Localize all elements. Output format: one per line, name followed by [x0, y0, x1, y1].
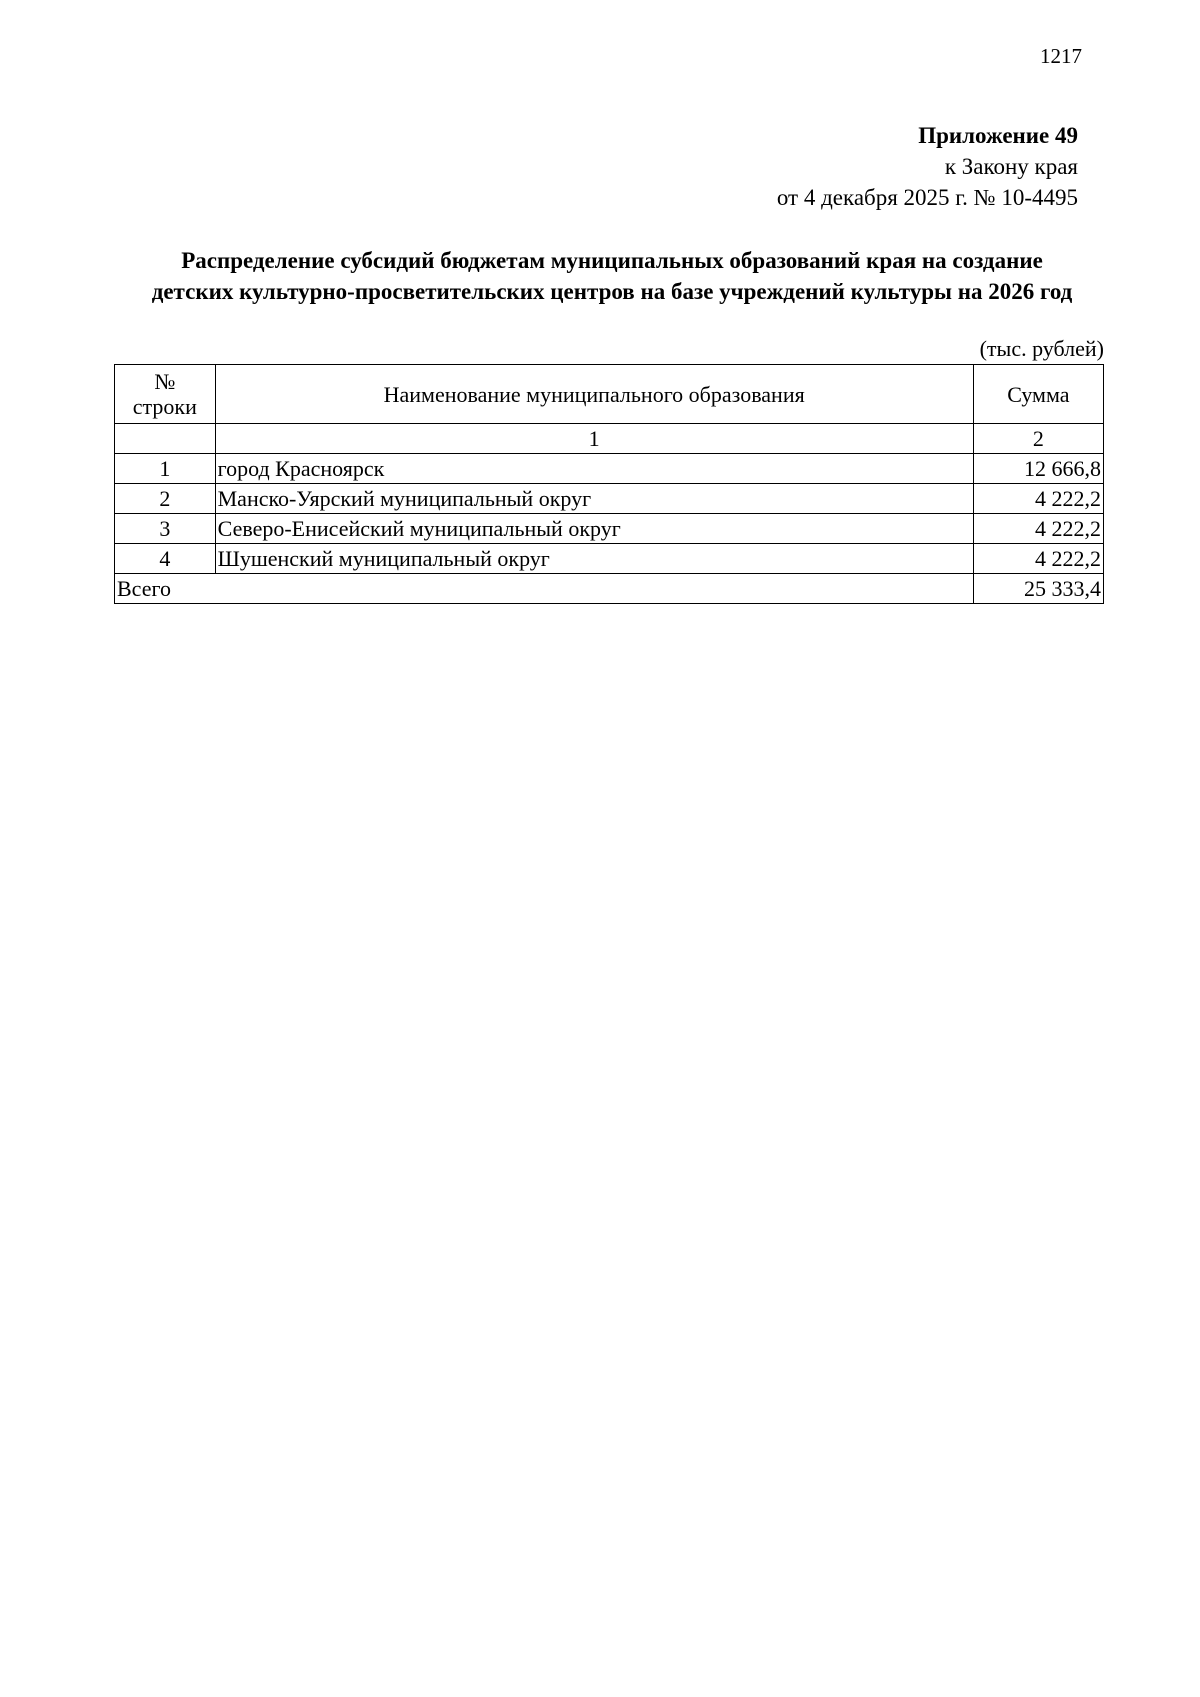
row-sum: 4 222,2: [973, 514, 1103, 544]
column-index-sum: 2: [973, 424, 1103, 454]
column-index-num: [115, 424, 216, 454]
appendix-date: от 4 декабря 2025 г. № 10-4495: [776, 185, 1078, 210]
total-sum: 25 333,4: [973, 574, 1103, 604]
column-index-name: 1: [215, 424, 973, 454]
row-sum: 4 222,2: [973, 484, 1103, 514]
row-municipality-name: город Красноярск: [215, 454, 973, 484]
table-row: [115, 454, 1104, 484]
table-column-index-row: [115, 424, 1104, 454]
page-number: 1217: [1040, 44, 1082, 68]
header-sum: Сумма: [973, 365, 1103, 424]
row-number: 2: [115, 484, 216, 514]
row-number: 1: [115, 454, 216, 484]
header-row-number: [115, 365, 216, 424]
appendix-title: Приложение 49: [918, 123, 1078, 148]
appendix-block: [777, 120, 1078, 213]
table-total-row: [115, 574, 1104, 604]
subsidy-table: [114, 364, 1104, 604]
document-title-line-1: Распределение субсидий бюджетам муниципальных образований края на создание: [181, 248, 1043, 273]
table-row: [115, 484, 1104, 514]
table-row: [115, 514, 1104, 544]
header-row-word: строки: [132, 394, 197, 419]
header-municipality-name: Наименование муниципального образования: [215, 365, 973, 424]
row-number: 3: [115, 514, 216, 544]
row-number: 4: [115, 544, 216, 574]
total-label: Всего: [115, 574, 974, 604]
table-header-row: [115, 365, 1104, 424]
document-title: [114, 245, 1110, 307]
row-municipality-name: Шушенский муниципальный округ: [215, 544, 973, 574]
table-row: [115, 544, 1104, 574]
units-label: (тыс. рублей): [979, 336, 1104, 361]
row-sum: 4 222,2: [973, 544, 1103, 574]
row-sum: 12 666,8: [973, 454, 1103, 484]
header-number-sign: №: [154, 369, 176, 394]
appendix-law-reference: к Закону края: [944, 154, 1078, 179]
document-title-line-2: детских культурно-просветительских центров на базе учреждений культуры на 2026 год: [151, 279, 1073, 304]
row-municipality-name: Северо-Енисейский муниципальный округ: [215, 514, 973, 544]
row-municipality-name: Манско-Уярский муниципальный округ: [215, 484, 973, 514]
